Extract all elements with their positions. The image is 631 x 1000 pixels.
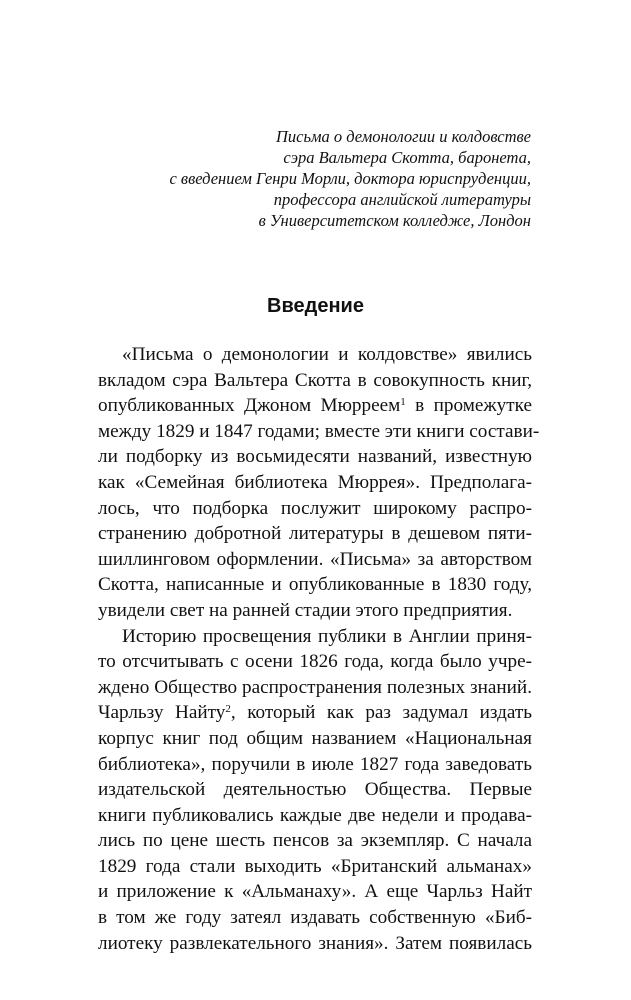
paragraph-1 [98,342,540,624]
text-line: вкладом сэра Вальтера Скотта в совокупность книг, [98,369,532,391]
epigraph-line: с введением Генри Морли, доктора юриспруденции, [169,169,531,188]
text-line: библиотека», поручили в июле 1827 года заведовать [98,753,532,775]
text-line: как «Семейная библиотека Мюррея». Предполага- [98,471,532,493]
text-line: лось, что подборка послужит широкому распро- [98,497,532,519]
text-fragment: , который как раз задумал издать [230,702,532,724]
text-line: увидели свет на ранней стадии этого предприятия. [98,599,513,621]
text-line: Скотта, написанные и опубликованные в 1830 году, [98,574,532,596]
text-line: между 1829 и 1847 годами; вместе эти книги состави- [98,420,540,442]
footnote-ref-2[interactable]: 2 [225,703,231,716]
text-line: издательской деятельностью Общества. Первые [98,779,532,801]
text-line: и приложение к «Альманаху». А еще Чарльз Найт [98,881,532,903]
text-line: Историю просвещения публики в Англии приня- [122,625,532,647]
paragraph-2 [98,624,532,957]
text-line [98,700,532,726]
text-line: 1829 года стали выходить «Британский альманах» [98,855,532,877]
epigraph-line: сэра Вальтера Скотта, баронета, [283,148,531,167]
text-line: в том же году затеял издавать собственную «Биб- [98,907,532,929]
epigraph-line: в Университетском колледже, Лондон [258,211,531,230]
section-heading: Введение [267,295,364,317]
epigraph-line: профессора английской литературы [273,190,531,209]
body-text [98,342,540,956]
text-line: то отсчитывать с осени 1826 года, когда было учре- [98,651,532,673]
epigraph [90,126,531,231]
text-fragment: в промежутке [405,395,532,417]
text-line: ждено Общество распространения полезных знаний. [98,676,532,698]
footnote-ref-1[interactable]: 1 [400,396,406,409]
text-line: книги публиковались каждые две недели и продава- [98,804,532,826]
epigraph-line: Письма о демонологии и колдовстве [275,127,531,146]
text-line: лиотеку развлекательного знания». Затем появилась [98,932,532,954]
text-line: «Письма о демонологии и колдовстве» явились [122,344,532,365]
text-line: ли подборку из восьмидесяти названий, известную [98,446,532,468]
text-line: странению добротной литературы в дешевом пяти- [98,523,532,545]
text-line: шиллинговом оформлении. «Письма» за авторством [98,548,532,570]
text-fragment: Чарльзу Найту [98,702,226,724]
text-line: лись по цене шесть пенсов за экземпляр. С начала [98,830,532,852]
text-line: корпус книг под общим названием «Национальная [98,727,532,749]
text-fragment: опубликованных Джоном Мюрреем [98,395,401,417]
text-line [98,393,532,419]
